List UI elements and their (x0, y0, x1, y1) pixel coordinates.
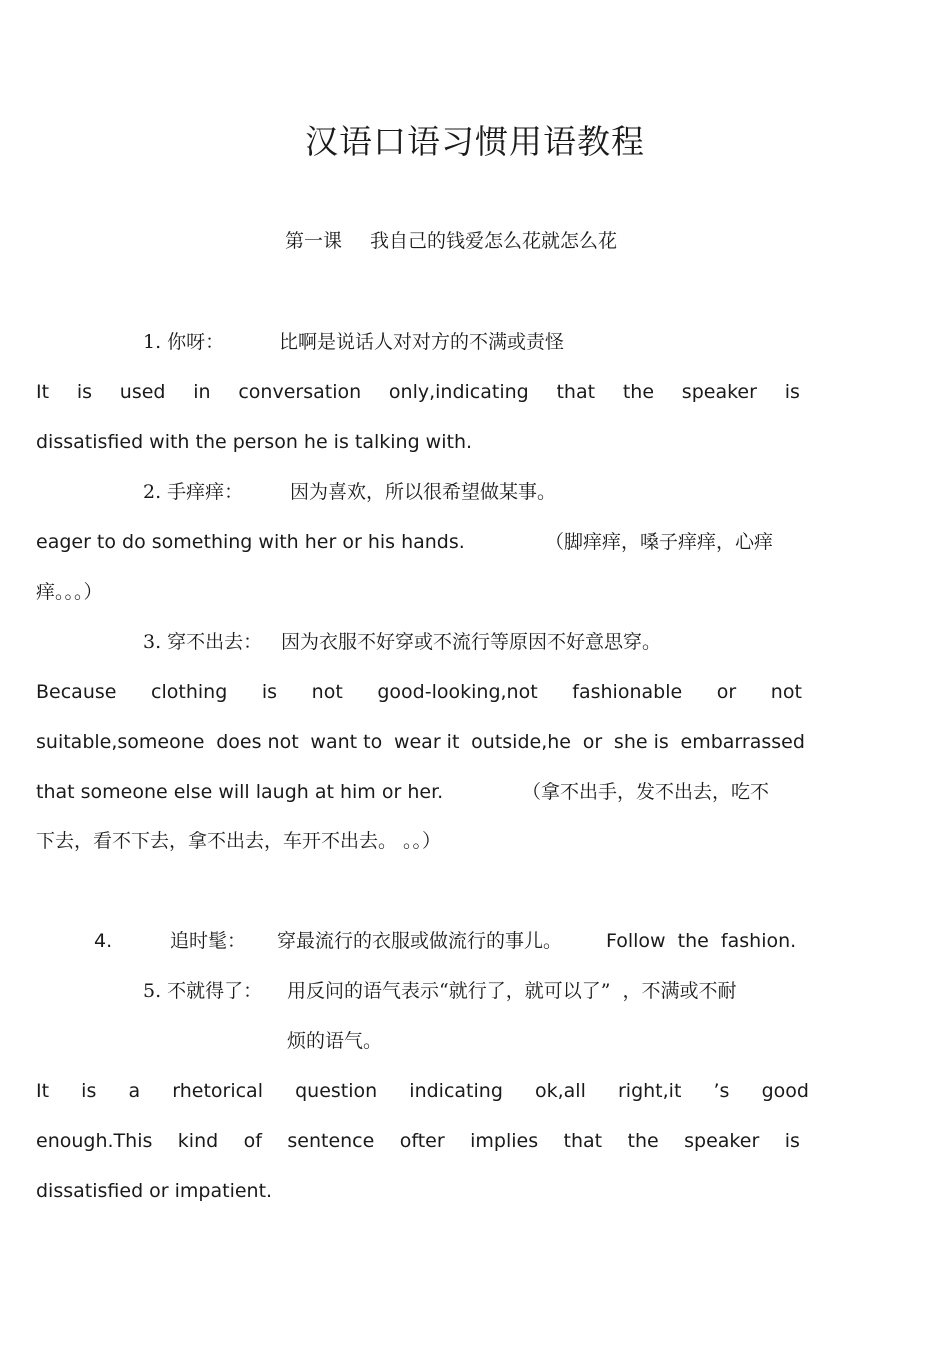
item-2-examples-line1: （脚痒痒，嗓子痒痒，心痒 (545, 531, 774, 553)
item-3-term: 3. 穿不出去： (143, 631, 263, 653)
item-1-english-line1 (36, 380, 800, 404)
word: ’s (713, 1080, 730, 1102)
item-4-number: 4. (94, 930, 113, 952)
word: only,indicating (388, 381, 529, 403)
word: is (76, 381, 93, 403)
word: ok,all (535, 1080, 586, 1102)
word: implies (470, 1130, 539, 1152)
word: the (627, 1130, 659, 1152)
item-5-definition-line1: 用反问的语气表示“就行了，就可以了” ，不满或不耐 (287, 980, 737, 1002)
word: is (261, 681, 278, 703)
item-5-english-line2 (36, 1129, 800, 1153)
word: or (716, 681, 737, 703)
word: in (193, 381, 211, 403)
word: embarrassed (680, 731, 805, 753)
item-3-english-line2 (36, 730, 805, 754)
word: rhetorical (172, 1080, 263, 1102)
word: It (36, 381, 50, 403)
item-4-term: 追时髦： (170, 930, 247, 952)
word: want to (310, 731, 383, 753)
word: she is (613, 731, 669, 753)
item-2-term: 2. 手痒痒： (143, 481, 244, 503)
word: a (128, 1080, 141, 1102)
word: is (784, 381, 800, 403)
word: ofter (399, 1130, 445, 1152)
word: question (295, 1080, 378, 1102)
word: is (81, 1080, 97, 1102)
word: the (622, 381, 655, 403)
item-5-english-line1 (36, 1079, 809, 1103)
item-3-examples-line2: 下去，看不下去，拿不出去，车开不出去。 。。） (36, 830, 442, 852)
word: is (784, 1130, 800, 1152)
lesson-number: 第一课 (285, 230, 343, 252)
word: that (556, 381, 596, 403)
item-3-english-line1 (36, 680, 802, 704)
item-2-definition: 因为喜欢，所以很希望做某事。 (290, 481, 557, 503)
word: not (770, 681, 802, 703)
word: of (243, 1130, 262, 1152)
item-1-english-line2: dissatisfied with the person he is talking with. (36, 431, 473, 453)
word: not (311, 681, 343, 703)
word: kind (177, 1130, 219, 1152)
item-2-english: eager to do something with her or his hands. (36, 531, 465, 553)
word: Because (36, 681, 117, 703)
item-5-definition-line2: 烦的语气。 (287, 1030, 383, 1052)
word: speaker (684, 1130, 760, 1152)
word: sentence (287, 1130, 375, 1152)
word: good (761, 1080, 809, 1102)
word: suitable,someone (36, 731, 205, 753)
item-3-english-line3: that someone else will laugh at him or her. (36, 781, 444, 803)
item-3-examples-line1: （拿不出手，发不出去，吃不 (522, 781, 770, 803)
lesson-title: 我自己的钱爱怎么花就怎么花 (370, 230, 618, 252)
item-5-english-line3: dissatisfied or impatient. (36, 1180, 273, 1202)
word: fashionable (572, 681, 683, 703)
item-5-term: 5. 不就得了： (143, 980, 263, 1002)
item-1-term: 1. 你呀： (143, 331, 225, 353)
word: wear it (393, 731, 460, 753)
word: enough.This (36, 1130, 153, 1152)
item-4-definition: 穿最流行的衣服或做流行的事儿。 (277, 930, 563, 952)
word: It (36, 1080, 50, 1102)
item-3-definition: 因为衣服不好穿或不流行等原因不好意思穿。 (281, 631, 662, 653)
word: right,it (617, 1080, 682, 1102)
word: speaker (681, 381, 757, 403)
document-title: 汉语口语习惯用语教程 (305, 122, 645, 161)
word: outside,he (471, 731, 571, 753)
word: good-looking,not (377, 681, 538, 703)
word: used (119, 381, 166, 403)
word: conversation (238, 381, 362, 403)
word: does not (216, 731, 299, 753)
item-4-english: Follow the fashion. (606, 930, 797, 952)
word: clothing (151, 681, 228, 703)
lesson-heading (285, 229, 617, 253)
word: that (563, 1130, 603, 1152)
word: indicating (409, 1080, 503, 1102)
item-2-examples-line2: 痒。。。） (36, 581, 103, 603)
item-1-definition: 比啊是说话人对对方的不满或责怪 (279, 331, 565, 353)
word: or (582, 731, 603, 753)
